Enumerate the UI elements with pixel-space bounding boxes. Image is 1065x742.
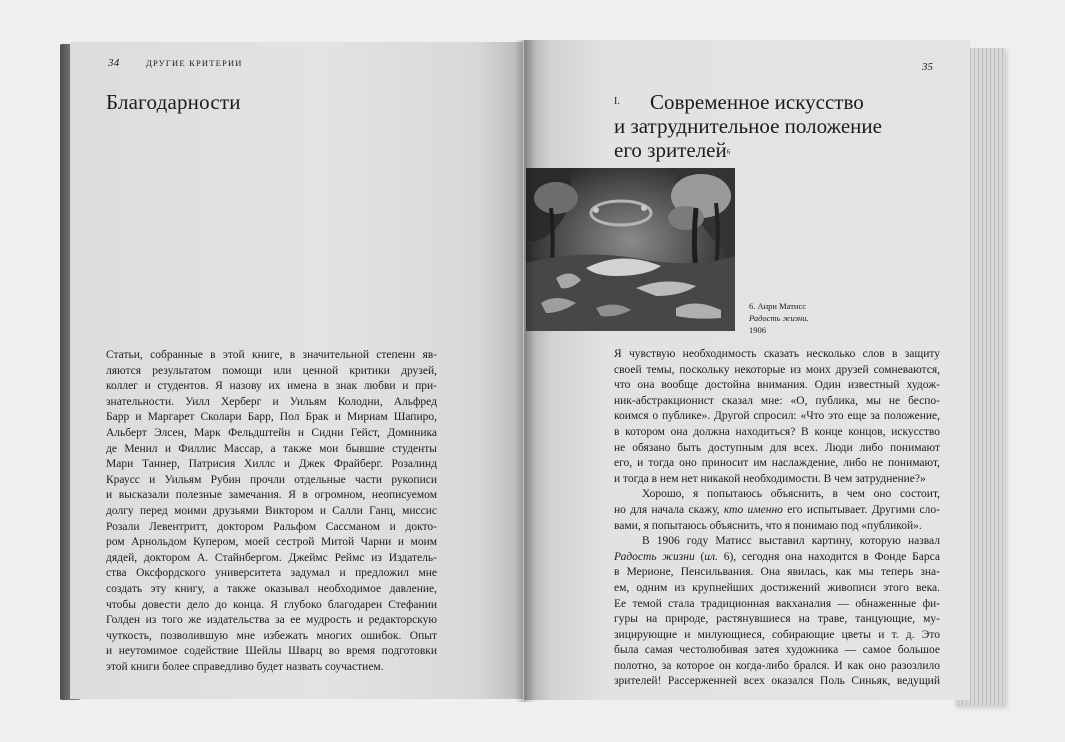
page-number-left: 34 — [108, 57, 120, 69]
body-line: В 1906 году Матисс выставил картину, которую назвал — [642, 535, 940, 548]
page-number-right: 35 — [922, 61, 933, 73]
chapter-number: I. — [614, 96, 620, 107]
body-line: была самая честолюбивая затея художника — самое большое — [614, 644, 940, 657]
matisse-painting-image — [526, 168, 735, 331]
body-line: этой книги более справедливо будет назвать соучастием. — [106, 660, 384, 673]
chapter-body — [614, 347, 940, 690]
body-line: зицирующие и милующиеся, собирающие цветы и т. д. Это — [614, 628, 940, 641]
body-line: долгу перед моими друзьями Виктором и Салли Ганц, миссис — [106, 504, 437, 517]
emphasis: кто именно — [723, 503, 783, 516]
body-line: ем, одним из крупнейших достижений живописи этого века. — [614, 581, 940, 594]
body-line: в Мерионе, Пенсильвания. Она явилась, как мы теперь зна- — [614, 566, 940, 579]
body-line: чуткость, позволившую мне избежать многих ошибок. Опыт — [106, 629, 437, 642]
right-page — [524, 40, 970, 700]
body-line: Барр и Маргарет Сколари Барр, Пол Брак и Мириам Шапиро, — [106, 411, 437, 424]
body-line: гуры на природе, растянувшиеся на траве, танцующие, му- — [614, 613, 940, 626]
body-line: ром Арнольдом Купером, моей сестрой Митой Чарни и моим — [106, 536, 437, 549]
emphasis-ill: ил. — [704, 550, 718, 563]
caption-title: Радость жизни. — [749, 313, 809, 323]
body-line: его, и тогда оно приносит им наслаждение, либо не понимают, — [614, 457, 940, 470]
body-line: Мари Таннер, Патрисия Хиллс и Джек Фрайберг. Розалинд — [106, 458, 437, 471]
body-line: полотно, за которое он когда-либо брался. И как оно разозлило — [614, 659, 940, 672]
body-line: Краусс и Уильям Рубин прочли отдельные части рукописи — [106, 473, 437, 486]
left-page — [70, 42, 523, 699]
body-line: ства Оксфордского университета задумал и предложил мне — [106, 567, 437, 580]
body-line: и неутомимое содействие Шейлы Шварц во время подготовки — [106, 645, 437, 658]
body-line: ник-абстракционист сказал мне: «О, публика, мы не беспо- — [614, 394, 940, 407]
body-line: чтобы довести дело до конца. Я глубоко благодарен Стефании — [106, 598, 437, 611]
chapter-title-line-1: Современное искусство — [650, 90, 864, 114]
body-line: вами, я попытаюсь объяснить, что я понимаю под «публикой». — [614, 519, 922, 532]
body-line: коллег и студентов. Я назову их имена в знак любви и при- — [106, 380, 437, 393]
body-line: зрителей! Рассерженней всех оказался Поль Синьяк, ведущий — [614, 675, 940, 688]
body-line: не обязано быть доступным для всех. Люди либо понимают — [614, 441, 940, 454]
book-gutter — [515, 40, 535, 702]
chapter-title-line-2: и затруднительное положение — [614, 114, 882, 138]
body-line: Хорошо, я попытаюсь объяснить, в чем оно состоит, — [642, 488, 940, 501]
body-line: создать эту книгу, а также оказывал необходимое давление, — [106, 582, 437, 595]
body-line: Альберт Элсен, Марк Фельдштейн и Сидни Гейст, Доминика — [106, 426, 437, 439]
body-line: Я чувствую необходимость сказать несколько слов в защиту — [614, 348, 940, 360]
body-line: в котором она должна находиться? В конце концов, искусство — [614, 425, 940, 438]
body-line: де Менил и Филлис Массар, а также мои бывшие студенты — [106, 442, 437, 455]
body-line: Статьи, собранные в этой книге, в значительной степени яв- — [106, 349, 437, 361]
body-line: Ее темой стала традиционная вакханалия — обнаженные фи- — [614, 597, 940, 610]
body-line: Радость жизни (ил. 6), сегодня она находится в Фонде Барса — [614, 550, 940, 563]
acknowledgements-body — [106, 348, 437, 675]
body-line: знательности. Уилл Херберг и Уильям Колодни, Альфред — [106, 395, 437, 408]
running-head: ДРУГИЕ КРИТЕРИИ — [146, 58, 243, 68]
body-line: Голден из того же издательства за ее мудрость и редакторскую — [106, 614, 437, 627]
body-line: но для начала скажу, кто именно его испытывает. Другими сло- — [614, 503, 940, 516]
body-line: ляются результатом помощи или ценной критики друзей, — [106, 364, 437, 377]
caption-year: 1906 — [749, 325, 766, 335]
acknowledgements-heading: Благодарности — [106, 90, 241, 114]
figure-caption — [749, 300, 809, 336]
caption-artist: 6. Анри Матисс — [749, 301, 807, 311]
body-line: и высказали полезные замечания. Я в огромном, неописуемом — [106, 489, 437, 502]
body-line: что она вообще достойна внимания. Один известный худож- — [614, 379, 940, 392]
body-line: коимся о публике». Другой спросил: «Что это еще за положение, — [614, 410, 940, 423]
body-line: своей темы, поскольку некоторые из моих друзей сомневаются, — [614, 363, 940, 376]
body-line: дядей, доктором А. Стайнбергом. Джеймс Реймс из Издатель- — [106, 551, 437, 564]
body-line: Розали Левентритт, доктором Ральфом Сассманом и докто- — [106, 520, 437, 533]
chapter-title-line-3: его зрителей — [614, 138, 727, 162]
footnote-reference: 6 — [726, 148, 731, 156]
chapter-title — [614, 90, 944, 162]
emphasis-title: Радость жизни — [614, 550, 695, 563]
body-line: и тогда в нем нет никакой необходимости. В чем затруднение?» — [614, 472, 926, 485]
